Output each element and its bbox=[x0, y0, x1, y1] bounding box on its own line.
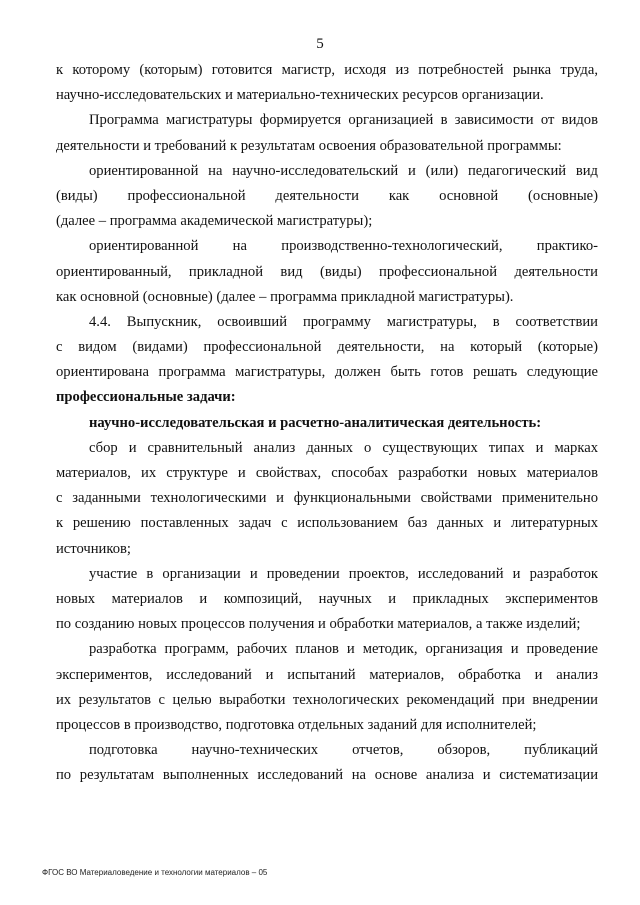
text-line: научно-исследовательских и материально-технических ресурсов организации. bbox=[56, 87, 544, 104]
text-line: участие в организации и проведении проектов, исследований и разработок bbox=[89, 565, 598, 582]
text-line: (виды) профессиональной деятельности как основной (основные) bbox=[56, 187, 598, 204]
text-line: экспериментов, исследований и испытаний материалов, обработка и анализ bbox=[56, 666, 598, 683]
text-line: Программа магистратуры формируется организацией в зависимости от видов bbox=[89, 112, 598, 129]
text-line: (далее – программа академической магистратуры); bbox=[56, 213, 373, 230]
text-line: научно-исследовательская и расчетно-аналитическая деятельность: bbox=[89, 414, 542, 431]
document-body bbox=[56, 58, 598, 788]
text-line: 4.4. Выпускник, освоивший программу магистратуры, в соответствии bbox=[89, 313, 598, 330]
text-line: по созданию новых процессов получения и обработки материалов, а также изделий; bbox=[56, 616, 581, 633]
text-line: материалов, их структуре и свойствах, способах разработки новых материалов bbox=[56, 465, 598, 481]
text-line: к которому (которым) готовится магистр, исходя из потребностей рынка труда, bbox=[56, 62, 598, 78]
text-line: с видом (видами) профессиональной деятельности, на который (которые) bbox=[56, 339, 598, 356]
text-line: новых материалов и композиций, научных и прикладных экспериментов bbox=[56, 590, 598, 607]
text-line: ориентированный, прикладной вид (виды) профессиональной деятельности bbox=[56, 263, 598, 280]
text-line: сбор и сравнительный анализ данных о существующих типах и марках bbox=[89, 439, 598, 456]
text-line: процессов в производство, подготовка отдельных заданий для исполнителей; bbox=[56, 716, 537, 733]
text-line: деятельности и требований к результатам освоения образовательной программы: bbox=[56, 137, 562, 154]
text-line: ориентированной на научно-исследовательский и (или) педагогический вид bbox=[89, 162, 598, 179]
text-line: подготовка научно-технических отчетов, обзоров, публикаций bbox=[89, 742, 598, 759]
text-line: источников; bbox=[56, 540, 131, 557]
text-line: ориентирована программа магистратуры, должен быть готов решать следующие bbox=[56, 364, 598, 381]
text-line: как основной (основные) (далее – программа прикладной магистратуры). bbox=[56, 288, 514, 305]
text-line: их результатов с целью выработки технологических рекомендаций при внедрении bbox=[56, 691, 598, 708]
text-line: разработка программ, рабочих планов и методик, организация и проведение bbox=[89, 641, 598, 658]
text-line: с заданными технологическими и функциональными свойствами применительно bbox=[56, 490, 598, 507]
text-line: к решению поставленных задач с использованием баз данных и литературных bbox=[56, 515, 598, 532]
text-line: ориентированной на производственно-технологический, практико- bbox=[89, 238, 598, 255]
text-line: по результатам выполненных исследований на основе анализа и систематизации bbox=[56, 767, 598, 784]
text-line: профессиональные задачи: bbox=[56, 389, 236, 406]
document-footer: ФГОС ВО Материаловедение и технологии материалов – 05 bbox=[42, 868, 268, 877]
page-number: 5 bbox=[316, 36, 324, 52]
